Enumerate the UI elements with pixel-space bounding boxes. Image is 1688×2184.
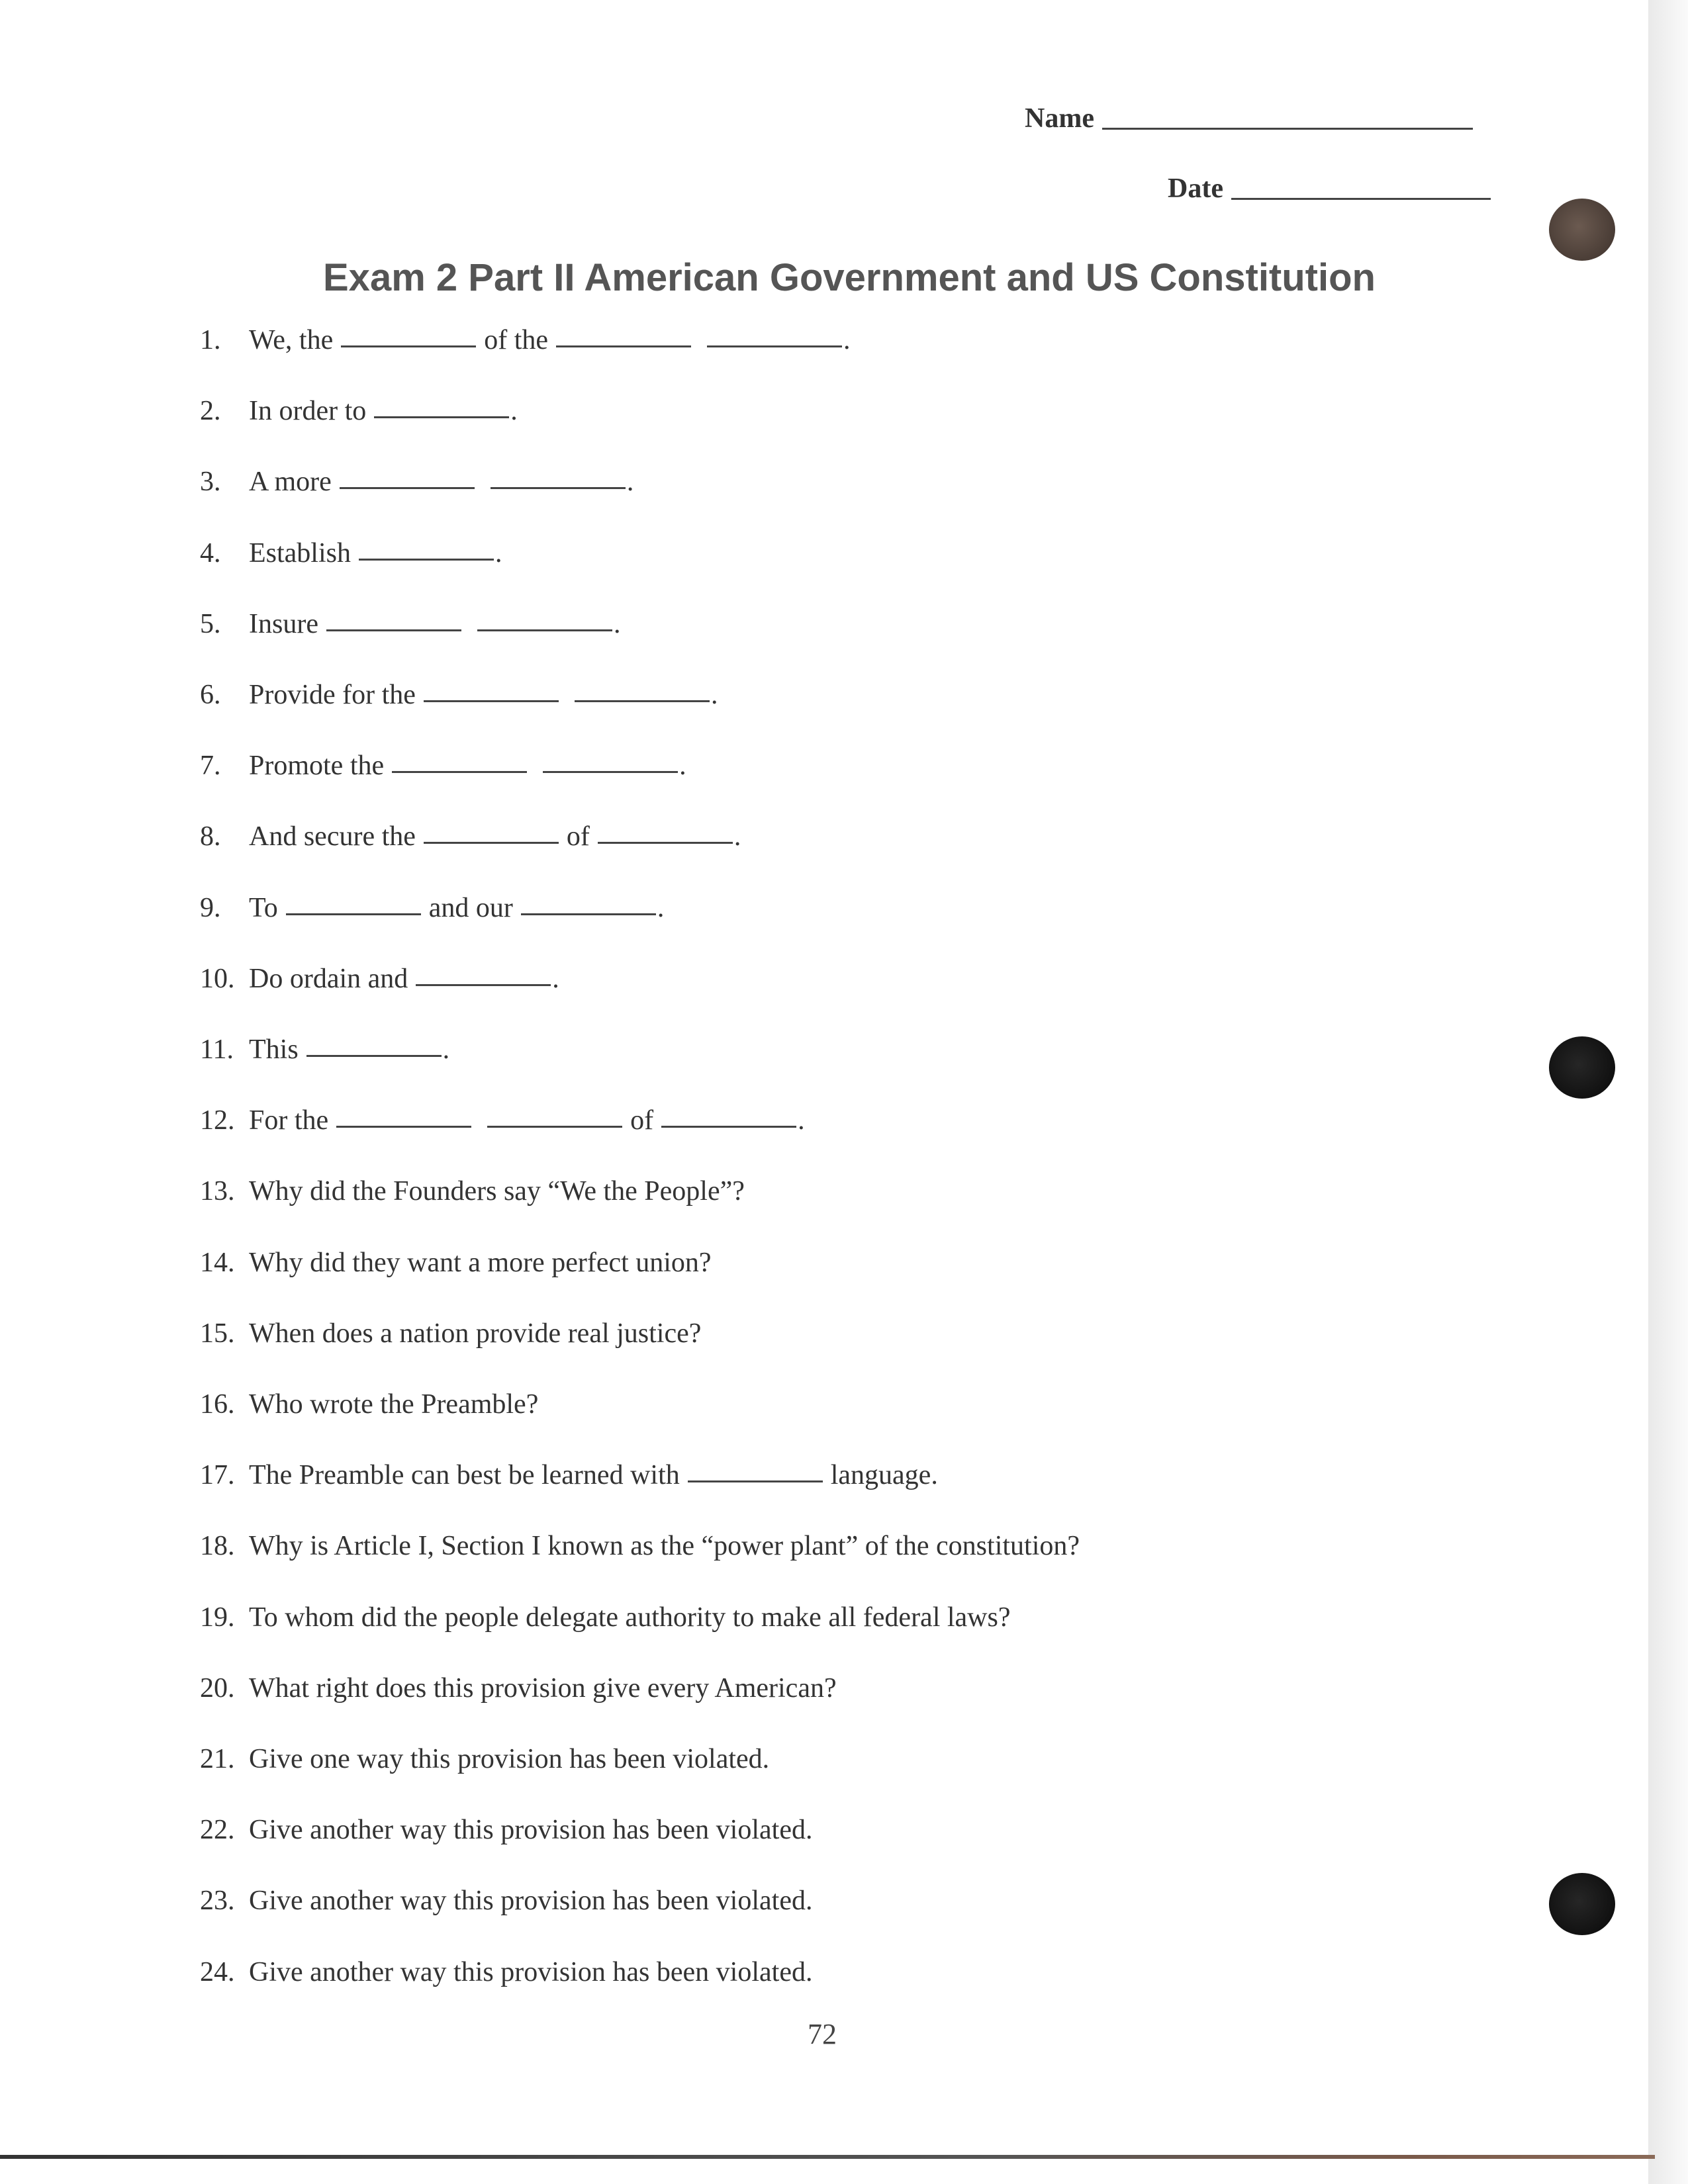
fill-in-blank[interactable] — [598, 842, 733, 844]
fill-in-blank[interactable] — [336, 1126, 471, 1128]
question-item — [200, 537, 502, 577]
question-text: Insure — [249, 609, 318, 639]
question-item — [200, 1459, 938, 1499]
question-period: . — [626, 467, 634, 497]
question-item — [200, 1743, 769, 1783]
date-field — [1168, 175, 1491, 203]
name-label: Name — [1025, 103, 1094, 134]
question-item — [200, 1814, 812, 1854]
question-number: 14. — [200, 1248, 235, 1278]
question-text: We, the — [249, 325, 334, 355]
date-label: Date — [1168, 173, 1223, 204]
question-item — [200, 324, 851, 364]
question-text: Do ordain and — [249, 964, 408, 994]
question-item — [200, 963, 559, 1003]
question-item — [200, 1105, 805, 1144]
question-text: What right does this provision give every American? — [249, 1673, 837, 1704]
question-text: Give one way this provision has been violated. — [249, 1744, 770, 1774]
question-text: Why did the Founders say “We the People”? — [249, 1176, 745, 1206]
fill-in-blank[interactable] — [424, 700, 559, 702]
question-period: . — [495, 538, 502, 569]
question-text: of the — [484, 325, 549, 355]
question-text: of — [566, 821, 590, 852]
question-text: Who wrote the Preamble? — [249, 1389, 539, 1420]
question-number: 17. — [200, 1460, 235, 1490]
question-period: . — [710, 680, 718, 710]
question-item — [200, 1247, 712, 1287]
question-number: 12. — [200, 1105, 235, 1136]
question-text: Give another way this provision has been violated. — [249, 1815, 813, 1845]
fill-in-blank[interactable] — [688, 1480, 823, 1482]
fill-in-blank[interactable] — [707, 345, 842, 347]
question-number: 16. — [200, 1389, 235, 1420]
question-item — [200, 395, 518, 435]
question-number: 5. — [200, 609, 221, 639]
question-number: 7. — [200, 751, 221, 781]
question-item — [200, 608, 620, 648]
question-period: . — [657, 893, 665, 923]
question-item — [200, 750, 686, 790]
question-text: and our — [428, 893, 513, 923]
question-text: Promote the — [249, 751, 385, 781]
fill-in-blank[interactable] — [416, 984, 551, 986]
question-period: . — [798, 1105, 805, 1136]
question-number: 2. — [200, 396, 221, 426]
fill-in-blank[interactable] — [359, 559, 494, 561]
question-text: Why is Article I, Section I known as the “power plant” of the constitution? — [249, 1531, 1080, 1561]
fill-in-blank[interactable] — [424, 842, 559, 844]
fill-in-blank[interactable] — [374, 416, 509, 418]
question-item — [200, 1034, 449, 1073]
question-number: 24. — [200, 1957, 235, 1987]
question-text: To whom did the people delegate authority to make all federal laws? — [249, 1602, 1011, 1633]
question-item — [200, 1672, 837, 1712]
question-text: When does a nation provide real justice? — [249, 1318, 702, 1349]
question-period: . — [510, 396, 518, 426]
question-text: Provide for the — [249, 680, 416, 710]
question-text: In order to — [249, 396, 367, 426]
fill-in-blank[interactable] — [491, 487, 626, 489]
question-period: . — [679, 751, 686, 781]
question-number: 11. — [200, 1034, 234, 1065]
question-number: 8. — [200, 821, 221, 852]
question-item — [200, 1530, 1080, 1570]
question-number: 10. — [200, 964, 235, 994]
name-blank-line[interactable] — [1102, 128, 1473, 130]
question-period: . — [733, 821, 741, 852]
question-text: This — [249, 1034, 299, 1065]
question-text: Give another way this provision has been violated. — [249, 1957, 813, 1987]
fill-in-blank[interactable] — [392, 771, 527, 773]
question-number: 1. — [200, 325, 221, 355]
question-number: 20. — [200, 1673, 235, 1704]
question-text: And secure the — [249, 821, 416, 852]
question-item — [200, 892, 664, 932]
page-bottom-edge — [0, 2155, 1655, 2159]
date-blank-line[interactable] — [1231, 198, 1491, 200]
question-text: The Preamble can best be learned with — [249, 1460, 680, 1490]
question-number: 22. — [200, 1815, 235, 1845]
fill-in-blank[interactable] — [306, 1055, 442, 1057]
fill-in-blank[interactable] — [521, 913, 656, 915]
question-text: Give another way this provision has been violated. — [249, 1886, 813, 1916]
page-edge-shadow — [1648, 0, 1688, 2184]
question-text: For the — [249, 1105, 329, 1136]
name-field — [1025, 105, 1473, 132]
question-number: 3. — [200, 467, 221, 497]
question-item — [200, 1175, 745, 1215]
question-text: of — [630, 1105, 654, 1136]
question-item — [200, 1318, 701, 1357]
fill-in-blank[interactable] — [326, 629, 461, 631]
punch-hole-icon — [1549, 199, 1615, 261]
question-number: 15. — [200, 1318, 235, 1349]
question-number: 19. — [200, 1602, 235, 1633]
question-item — [200, 1388, 538, 1428]
question-number: 13. — [200, 1176, 235, 1206]
question-text: Establish — [249, 538, 351, 569]
question-number: 9. — [200, 893, 221, 923]
fill-in-blank[interactable] — [487, 1126, 622, 1128]
question-text: A more — [249, 467, 332, 497]
question-item — [200, 1602, 1011, 1641]
question-text: Why did they want a more perfect union? — [249, 1248, 712, 1278]
punch-hole-icon — [1549, 1036, 1615, 1099]
question-item — [200, 679, 718, 719]
question-text: language. — [830, 1460, 938, 1490]
question-item — [200, 821, 741, 860]
punch-hole-icon — [1549, 1873, 1615, 1935]
question-period: . — [552, 964, 559, 994]
question-item — [200, 1956, 812, 1996]
question-period: . — [613, 609, 621, 639]
question-number: 23. — [200, 1886, 235, 1916]
fill-in-blank[interactable] — [556, 345, 691, 347]
page-number: 72 — [808, 2018, 837, 2050]
fill-in-blank[interactable] — [341, 345, 476, 347]
fill-in-blank[interactable] — [575, 700, 710, 702]
fill-in-blank[interactable] — [661, 1126, 796, 1128]
question-item — [200, 466, 633, 506]
question-number: 4. — [200, 538, 221, 569]
question-item — [200, 1885, 812, 1925]
fill-in-blank[interactable] — [286, 913, 421, 915]
question-text: To — [249, 893, 278, 923]
question-number: 21. — [200, 1744, 235, 1774]
question-number: 18. — [200, 1531, 235, 1561]
fill-in-blank[interactable] — [543, 771, 678, 773]
fill-in-blank[interactable] — [477, 629, 612, 631]
question-period: . — [843, 325, 851, 355]
page-title: Exam 2 Part II American Government and US Constitution — [323, 256, 1376, 299]
question-period: . — [442, 1034, 450, 1065]
question-number: 6. — [200, 680, 221, 710]
fill-in-blank[interactable] — [340, 487, 475, 489]
